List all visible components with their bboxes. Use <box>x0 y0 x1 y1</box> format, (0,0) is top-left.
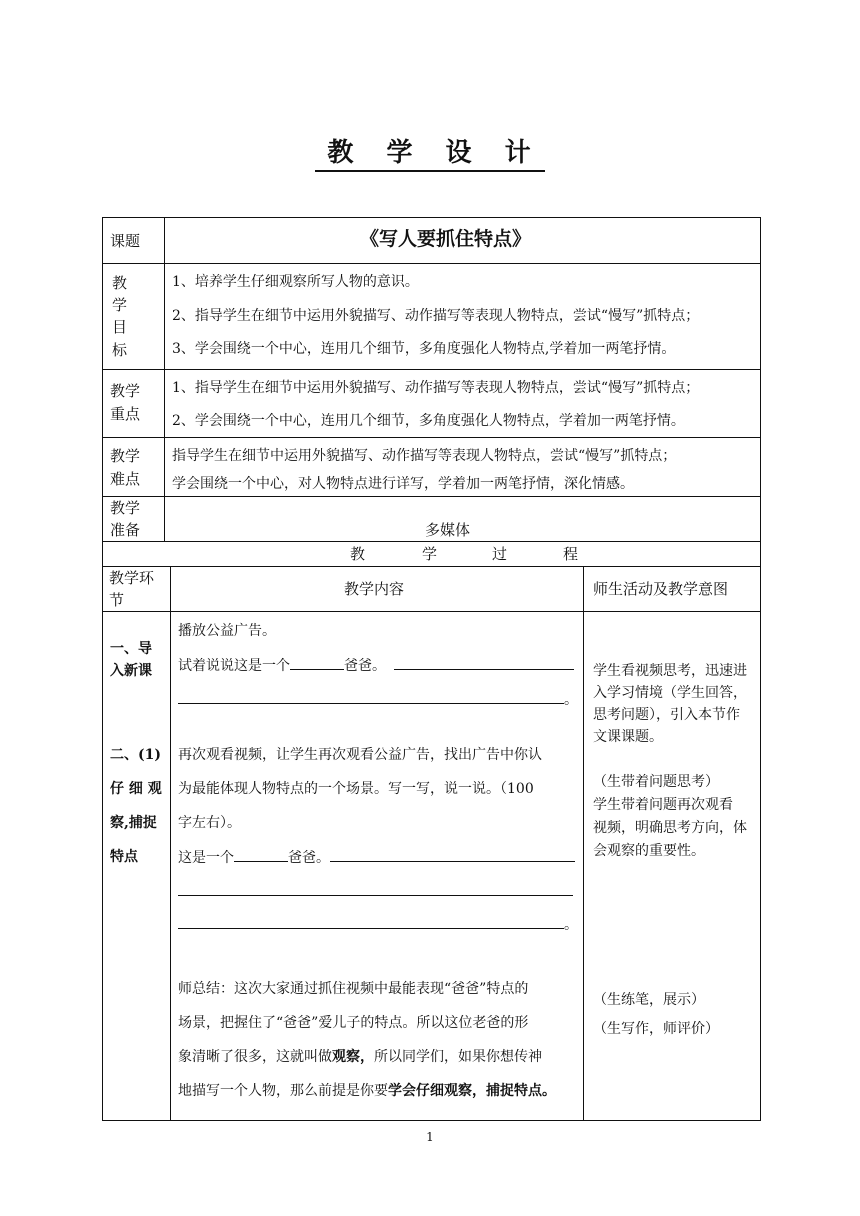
topic-value: 《写人要抓住特点》 <box>360 228 532 250</box>
answer-line-row <box>178 881 573 902</box>
fill-sentence: 这是一个 爸爸。 <box>178 847 575 868</box>
focus-label: 重点 <box>110 405 141 423</box>
activity-line: 思考问题），引入本节作 <box>593 707 740 723</box>
activity-line: 学生带着问题再次观看 <box>593 797 733 813</box>
goals-label: 学 <box>112 296 128 314</box>
stage-2-label: 二、(1) <box>110 747 161 763</box>
stage-2-label: 特点 <box>110 849 138 865</box>
prep-label: 准备 <box>110 521 141 539</box>
focus-item: 2、学会围绕一个中心，连用几个细节，多角度强化人物特点，学着加一两笔抒情。 <box>172 413 685 429</box>
prep-value: 多媒体 <box>425 521 471 539</box>
row-divider <box>102 566 761 567</box>
table-border-top <box>102 217 761 218</box>
table-border-left <box>102 217 103 1121</box>
activity-line: 入学习情境（学生回答， <box>593 685 747 701</box>
stage-2-label: 仔 细 观 <box>110 781 162 797</box>
row-divider <box>102 369 761 370</box>
answer-line <box>394 655 574 670</box>
stage-1-label: 一、导 <box>110 641 152 657</box>
fill-sentence: 试着说说这是一个 爸爸。 <box>178 655 574 676</box>
process-title-char: 程 <box>563 545 579 563</box>
difficulty-item: 指导学生在细节中运用外貌描写、动作描写等表现人物特点，尝试“慢写”抓特点； <box>172 448 677 464</box>
difficulty-label: 难点 <box>110 470 141 488</box>
row-divider <box>102 541 761 542</box>
header-stage: 教学环 <box>109 569 155 587</box>
stage-2-label: 察,捕捉 <box>110 815 157 831</box>
row-divider <box>102 611 761 612</box>
row-divider <box>102 496 761 497</box>
summary-line: 场景，把握住了“爸爸”爱儿子的特点。所以这位老爸的形 <box>178 1015 529 1031</box>
goals-label: 目 <box>112 318 128 336</box>
goal-item: 2、指导学生在细节中运用外貌描写、动作描写等表现人物特点，尝试“慢写”抓特点； <box>172 308 700 324</box>
prep-label: 教学 <box>110 499 141 517</box>
goal-item: 3、学会围绕一个中心，连用几个细节，多角度强化人物特点,学着加一两笔抒情。 <box>172 341 676 357</box>
goal-item: 1、培养学生仔细观察所写人物的意识。 <box>172 274 419 290</box>
col-divider <box>164 217 165 541</box>
activity-line: （生写作，师评价） <box>593 1021 719 1037</box>
summary-line: 地描写一个人物，那么前提是你要学会仔细观察，捕捉特点。 <box>178 1083 556 1099</box>
summary-line: 师总结：这次大家通过抓住视频中最能表现“爸爸”特点的 <box>178 981 529 997</box>
fill-blank <box>234 847 288 862</box>
content-line: 再次观看视频，让学生再次观看公益广告，找出广告中你认 <box>178 747 542 763</box>
page-number: 1 <box>426 1130 434 1144</box>
activity-line: 文课课题。 <box>593 729 663 745</box>
answer-line-row: 。 <box>178 914 578 935</box>
focus-item: 1、指导学生在细节中运用外貌描写、动作描写等表现人物特点，尝试“慢写”抓特点； <box>172 380 700 396</box>
document-title: 教 学 设 计 <box>0 132 860 169</box>
table-border-right <box>760 217 761 1121</box>
summary-line: 象清晰了很多，这就叫做观察，所以同学们，如果你想传神 <box>178 1049 542 1065</box>
answer-line-row: 。 <box>178 689 578 710</box>
answer-line <box>178 881 573 896</box>
answer-line <box>178 689 564 704</box>
activity-line: 学生看视频思考，迅速进 <box>593 663 747 679</box>
table-border-bottom <box>102 1120 761 1121</box>
fill-blank <box>290 655 344 670</box>
focus-label: 教学 <box>110 382 141 400</box>
activity-line: （生带着问题思考） <box>593 774 719 790</box>
process-title-char: 教 <box>350 545 366 563</box>
header-stage: 节 <box>109 591 125 609</box>
row-divider <box>102 263 761 264</box>
difficulty-item: 学会围绕一个中心，对人物特点进行详写，学着加一两笔抒情，深化情感。 <box>172 476 634 492</box>
goals-label: 标 <box>112 341 128 359</box>
col-divider <box>583 566 584 1121</box>
content-line: 字左右）。 <box>178 815 241 831</box>
content-line: 播放公益广告。 <box>178 623 276 639</box>
answer-line <box>178 914 564 929</box>
difficulty-label: 教学 <box>110 447 141 465</box>
row-divider <box>102 437 761 438</box>
header-activity: 师生活动及教学意图 <box>593 580 729 598</box>
goals-label: 教 <box>112 274 128 292</box>
topic-label: 课题 <box>110 232 141 250</box>
stage-1-label: 入新课 <box>110 663 152 679</box>
activity-line: （生练笔，展示） <box>593 992 705 1008</box>
answer-line <box>330 847 575 862</box>
process-title-char: 过 <box>492 545 508 563</box>
col-divider <box>170 566 171 1121</box>
activity-line: 视频，明确思考方向，体 <box>593 820 747 836</box>
process-title-char: 学 <box>422 545 438 563</box>
content-line: 为最能体现人物特点的一个场景。写一写，说一说。（100 <box>178 781 534 797</box>
header-content: 教学内容 <box>344 580 405 598</box>
activity-line: 会观察的重要性。 <box>593 843 705 859</box>
